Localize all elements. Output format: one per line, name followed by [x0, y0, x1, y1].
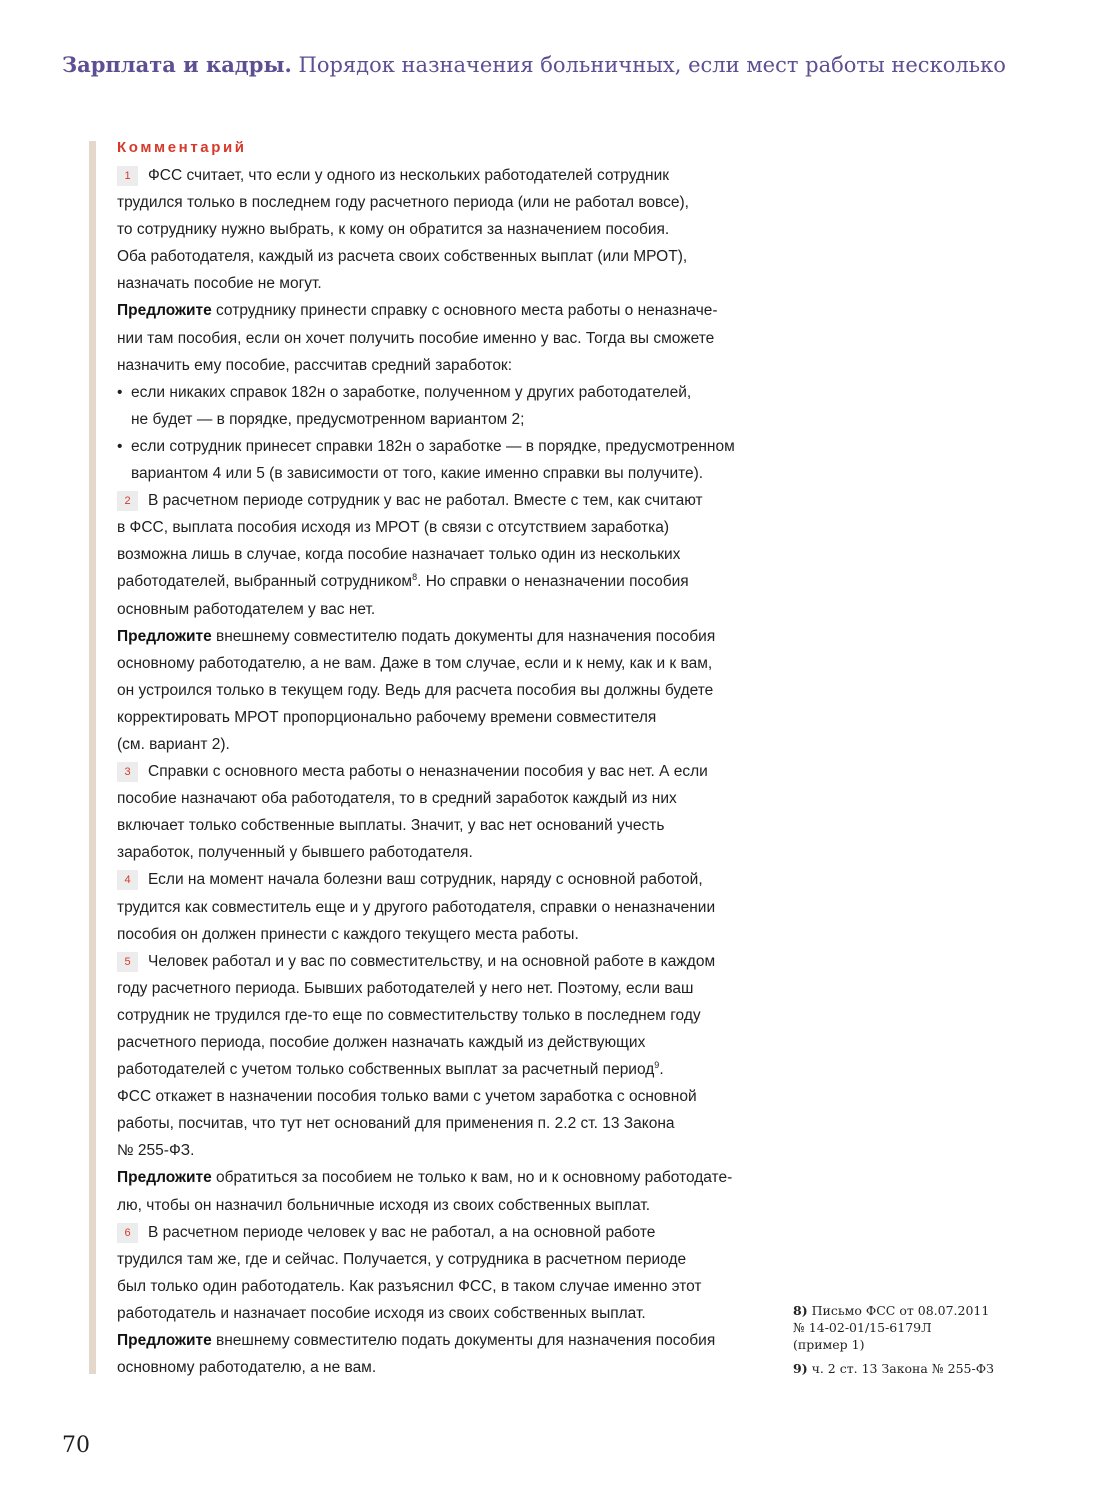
suggestion-6: Предложите внешнему совместителю подать документы для назначения пособия основному работодателю, а не вам. [117, 1332, 716, 1377]
running-header [62, 52, 1062, 77]
footnote-number: 8) [793, 1303, 808, 1318]
footnote-number: 9) [793, 1361, 808, 1376]
paragraph-2: 2 В расчетном периоде сотрудник у вас не работал. Вместе с тем, как считают в ФСС, выплата пособия исходя из МРОТ (в связи с отсутствием заработка) возможна лишь в случае, когда пособие назначает только один из нескольких работодателей, выбранный сотрудником$^8$. Но справки о неназначении пособия основным работодателем у вас нет. [117, 492, 703, 618]
item-number-badge: 3 [117, 762, 138, 782]
item-number-badge: 4 [117, 870, 138, 890]
bullet-item: • если сотрудник принесет справки 182н о заработке — в порядке, предусмотренном вариантом 4 или 5 (в зависимости от того, какие именно справки вы получите). [117, 433, 747, 487]
footnote-8: 8) Письмо ФСС от 08.07.2011 № 14-02-01/15-6179Л (пример 1) [793, 1303, 990, 1352]
suggestion-2: Предложите внешнему совместителю подать документы для назначения пособия основному работодателю, а не вам. Даже в том случае, если и к нему, как и к вам, он устроился только в текущем году. Ведь для расчета пособия вы должны будете корректировать МРОТ пропорционально рабочему времени совместителя (см. вариант 2). [117, 627, 716, 753]
item-number-badge: 5 [117, 952, 138, 972]
bullet-item: • если никаких справок 182н о заработке, полученном у других работодателей, не будет — в порядке, предусмотренном вариантом 2; [117, 379, 747, 433]
suggest-keyword: Предложите [117, 302, 212, 320]
comment-sidebar-bar [89, 141, 96, 1374]
header-section: Зарплата и кадры. [62, 52, 292, 77]
suggestion-5: Предложите обратиться за пособием не только к вам, но и к основному работодате- лю, чтобы он назначил больничные исходя из своих собственных выплат. [117, 1169, 733, 1214]
paragraph-3: 3 Справки с основного места работы о неназначении пособия у вас нет. А если пособие назначают оба работодателя, то в средний заработок каждый из них включает только собственные выплаты. Значит, у вас нет оснований учесть заработок, полученный у бывшего работодателя. [117, 763, 708, 862]
suggest-keyword: Предложите [117, 627, 212, 645]
page-number: 70 [62, 1433, 90, 1458]
item-number-badge: 6 [117, 1223, 138, 1243]
header-title: Порядок назначения больничных, если мест работы несколько [291, 53, 1006, 77]
comment-block [117, 134, 747, 1381]
paragraph-4: 4 Если на момент начала болезни ваш сотрудник, наряду с основной работой, трудится как совместитель еще и у другого работодателя, справки о неназначении пособия он должен принести с каждого текущего места работы. [117, 871, 716, 943]
section-title: Комментарий [117, 139, 247, 156]
suggest-keyword: Предложите [117, 1332, 212, 1350]
paragraph-5: 5 Человек работал и у вас по совместительству, и на основной работе в каждом году расчетного периода. Бывших работодателей у него нет. Поэтому, если ваш сотрудник не трудился где-то еще по совместительству только в последнем году расчетного периода, пособие должен назначать каждый из действующих работодателей с учетом только собственных выплат за расчетный период$^9$. ФСС откажет в назначении пособия только вами с учетом заработка с основной работы, посчитав, что тут нет оснований для применения п. 2.2 ст. 13 Закона № 255-ФЗ. [117, 952, 716, 1160]
suggestion-1: Предложите сотруднику принести справку с основного места работы о неназначе- нии там пособия, если он хочет получить пособие именно у вас. Тогда вы сможете назначить ему пособие, рассчитав средний заработок: [117, 302, 718, 374]
footnote-ref-9[interactable]: 9 [654, 1060, 660, 1071]
item-number-badge: 1 [117, 166, 138, 186]
suggest-keyword: Предложите [117, 1169, 212, 1187]
footnote-ref-8[interactable]: 8 [412, 572, 418, 583]
footnote-9: 9) ч. 2 ст. 13 Закона № 255-ФЗ [793, 1361, 994, 1376]
paragraph-1: 1 ФСС считает, что если у одного из нескольких работодателей сотрудник трудился только в последнем году расчетного периода (или не работал вовсе), то сотруднику нужно выбрать, к кому он обратится за назначением пособия. Оба работодателя, каждый из расчета своих собственных выплат (или МРОТ), назначать пособие не могут. [117, 167, 689, 293]
paragraph-6: 6 В расчетном периоде человек у вас не работал, а на основной работе трудился там же, где и сейчас. Получается, у сотрудника в расчетном периоде был только один работодатель. Как разъяснил ФСС, в таком случае именно этот работодатель и назначает пособие исходя из своих собственных выплат. [117, 1223, 702, 1322]
item-number-badge: 2 [117, 491, 138, 511]
